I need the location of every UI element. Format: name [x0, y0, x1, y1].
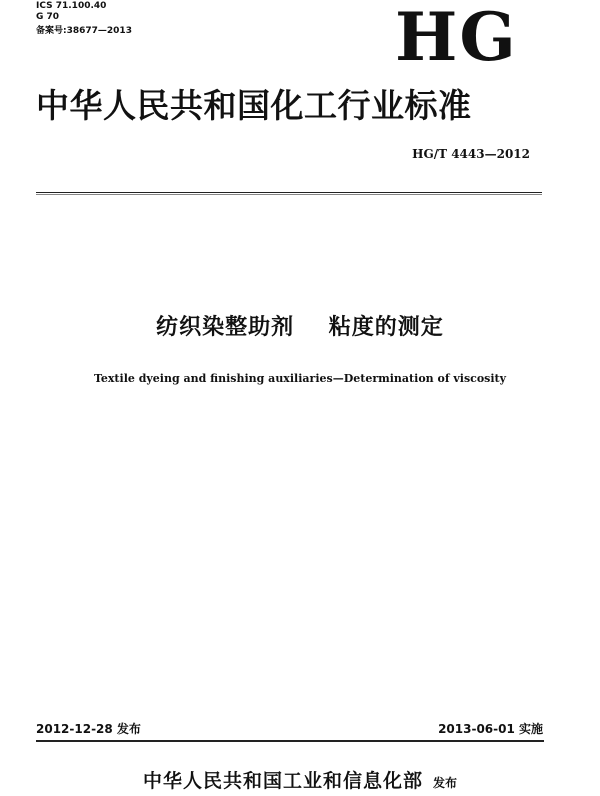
standard-code: HG/T 4443—2012 [412, 147, 530, 161]
top-divider-shadow [36, 194, 542, 195]
effective-date: 2013-06-01 实施 [438, 722, 543, 736]
title-chinese: 纺织染整助剂 粘度的测定 [156, 315, 444, 340]
issuer-line [0, 766, 600, 793]
record-number: 备案号:38677—2013 [36, 26, 132, 36]
bottom-divider [36, 740, 544, 742]
issue-date: 2012-12-28 发布 [36, 722, 141, 736]
hg-logo: HG [395, 0, 518, 76]
issuer-action: 发布 [433, 776, 458, 790]
top-divider [36, 192, 542, 193]
ccs-code: G 70 [36, 12, 60, 22]
standard-name: 中华人民共和国化工行业标准 [36, 86, 472, 125]
issuer-name: 中华人民共和国工业和信息化部 [142, 770, 423, 792]
ics-code: ICS 71.100.40 [36, 1, 107, 11]
title-english: Textile dyeing and finishing auxiliaries—Determination of viscosity [93, 372, 507, 385]
